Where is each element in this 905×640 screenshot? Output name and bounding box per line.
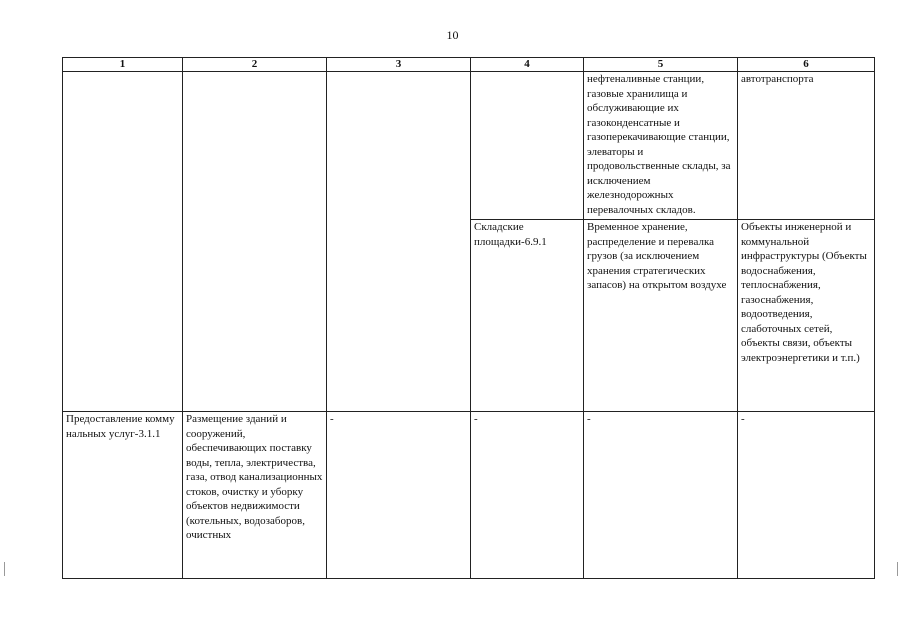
regulation-table <box>62 57 875 579</box>
scan-edge-mark-left <box>4 562 5 576</box>
table-row <box>63 72 875 220</box>
cell-dash-3: - <box>327 412 471 579</box>
cell-dash-5: - <box>584 412 738 579</box>
table-header-row <box>63 58 875 72</box>
cell-col3-continued <box>327 72 471 412</box>
column-header-5: 5 <box>584 58 738 72</box>
cell-utility-services-code: Предоставление комму нальных услуг-3.1.1 <box>63 412 183 579</box>
column-header-6: 6 <box>738 58 875 72</box>
cell-utility-services-description: Размещение зданий и сооружений, обеспечивающих поставку воды, тепла, электричества, газа, отвод канализационных стоков, очистку и уборку объектов недвижимости (котельных, водозаборов, очистных <box>183 412 327 579</box>
cell-temporary-storage-description: Временное хранение, распределение и перевалка грузов (за исключением хранения стратегических запасов) на открытом воздухе <box>584 220 738 412</box>
cell-infrastructure-objects: Объекты инженерной и коммунальной инфраструктуры (Объекты водоснабжения, теплоснабжения, газоснабжения, водоотведения, слаботочных сетей, объекты связи, объекты электроэнергетики и т.п.) <box>738 220 875 412</box>
table-row <box>63 412 875 579</box>
cell-related-objects: автотранспорта <box>738 72 875 220</box>
cell-col1-continued <box>63 72 183 412</box>
column-header-4: 4 <box>471 58 584 72</box>
cell-col2-continued <box>183 72 327 412</box>
column-header-2: 2 <box>183 58 327 72</box>
column-header-1: 1 <box>63 58 183 72</box>
cell-dash-4: - <box>471 412 584 579</box>
cell-storage-sites-code: Складские площадки-6.9.1 <box>471 220 584 412</box>
scan-edge-mark-right <box>897 562 898 576</box>
column-header-3: 3 <box>327 58 471 72</box>
cell-storage-description: нефтеналивные станции, газовые хранилища и обслуживающие их газоконденсатные и газоперекачивающие станции, элеваторы и продовольственные склады, за исключением железнодорожных перевалочных складов. <box>584 72 738 220</box>
cell-dash-6: - <box>738 412 875 579</box>
cell-col4-continued <box>471 72 584 220</box>
page-number: 10 <box>446 28 459 42</box>
